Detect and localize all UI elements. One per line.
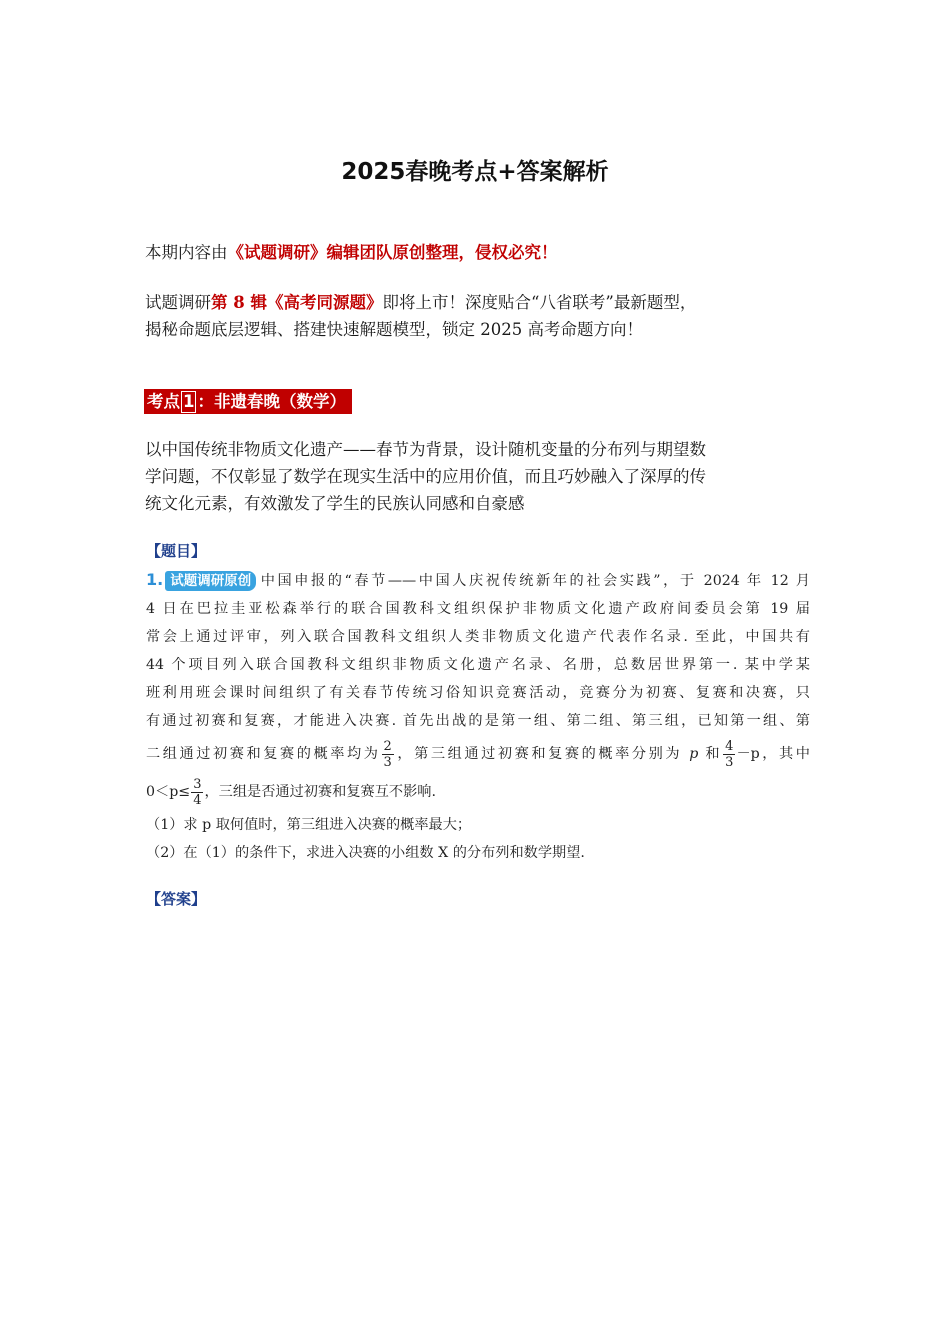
question-line-8 — [146, 773, 810, 811]
question-text-7b: ，第三组通过初赛和复赛的概率分别为 — [394, 746, 683, 762]
question-number: 1. — [146, 570, 164, 589]
question-sub-1: （1）求 p 取何值时，第三组进入决赛的概率最大； — [146, 817, 472, 833]
question-block — [146, 566, 810, 867]
answer-label: 【答案】 — [146, 890, 207, 908]
promo-highlight: 第 8 辑《高考同源题》 — [211, 293, 383, 312]
notice-highlight: 《试题调研》编辑团队原创整理，侵权必究！ — [227, 243, 558, 262]
question-sub-2: （2）在（1）的条件下，求进入决赛的小组数 X 的分布列和数学期望. — [146, 845, 585, 861]
fraction-denominator: 3 — [725, 754, 734, 770]
question-text-8a: 0＜p≤ — [146, 784, 191, 800]
promo-paragraph — [145, 289, 810, 343]
fraction-three-quarters — [191, 777, 203, 808]
intro-line-3: 统文化元素，有效激发了学生的民族认同感和自豪感 — [145, 494, 525, 513]
intro-paragraph — [145, 436, 810, 517]
fraction-numerator: 4 — [725, 738, 734, 754]
topic-prefix: 考点 — [147, 392, 180, 411]
fraction-four-thirds — [723, 739, 735, 770]
page-title: 2025春晚考点+答案解析 — [341, 159, 609, 185]
question-line-5: 班利用班会课时间组织了有关春节传统习俗知识竞赛活动，竞赛分为初赛、复赛和决赛，只 — [146, 685, 810, 701]
notice-prefix: 本期内容由 — [145, 243, 228, 262]
question-line-1 — [146, 566, 810, 595]
question-text-7a: 二组通过初赛和复赛的概率均为 — [146, 746, 381, 762]
fraction-denominator: 4 — [193, 792, 202, 808]
promo-rest: 即将上市！深度贴合“八省联考”最新题型， — [382, 293, 697, 312]
question-source-badge: 试题调研原创 — [165, 571, 256, 591]
promo-line-2: 揭秘命题底层逻辑、搭建快速解题模型，锁定 2025 高考命题方向！ — [145, 320, 643, 339]
copyright-notice — [145, 239, 810, 266]
question-text-7c: 和 — [698, 746, 723, 762]
fraction-numerator: 3 — [193, 776, 202, 792]
intro-line-2: 学问题，不仅彰显了数学在现实生活中的应用价值，而且巧妙融入了深厚的传 — [145, 467, 706, 486]
question-line-6: 有通过初赛和复赛，才能进入决赛. 首先出战的是第一组、第二组、第三组，已知第一组、第 — [146, 713, 810, 729]
variable-p: p — [689, 746, 699, 762]
question-text-1: 中国申报的“春节——中国人庆祝传统新年的社会实践”，于 2024 年 12 月 — [258, 573, 810, 589]
fraction-numerator: 2 — [383, 738, 392, 754]
fraction-two-thirds — [382, 739, 394, 770]
question-line-2: 4 日在巴拉圭亚松森举行的联合国教科文组织保护非物质文化遗产政府间委员会第 19 届 — [146, 601, 810, 617]
question-line-3: 常会上通过评审，列入联合国教科文组织人类非物质文化遗产代表作名录. 至此，中国共有 — [146, 629, 810, 645]
question-label: 【题目】 — [146, 542, 207, 560]
question-text-8b: ，三组是否通过初赛和复赛互不影响. — [204, 784, 436, 800]
promo-line-1 — [145, 289, 810, 316]
question-text-7d: －p，其中 — [736, 746, 810, 762]
promo-prefix: 试题调研 — [145, 293, 211, 312]
topic-banner — [144, 389, 352, 414]
fraction-denominator: 3 — [383, 754, 392, 770]
intro-line-1: 以中国传统非物质文化遗产——春节为背景，设计随机变量的分布列与期望数 — [145, 440, 706, 459]
question-line-7 — [146, 735, 810, 773]
topic-title: ：非遗春晚（数学） — [197, 392, 346, 411]
topic-number: 1 — [183, 392, 195, 411]
question-line-4: 44 个项目列入联合国教科文组织非物质文化遗产名录、名册，总数居世界第一. 某中学某 — [146, 657, 810, 673]
